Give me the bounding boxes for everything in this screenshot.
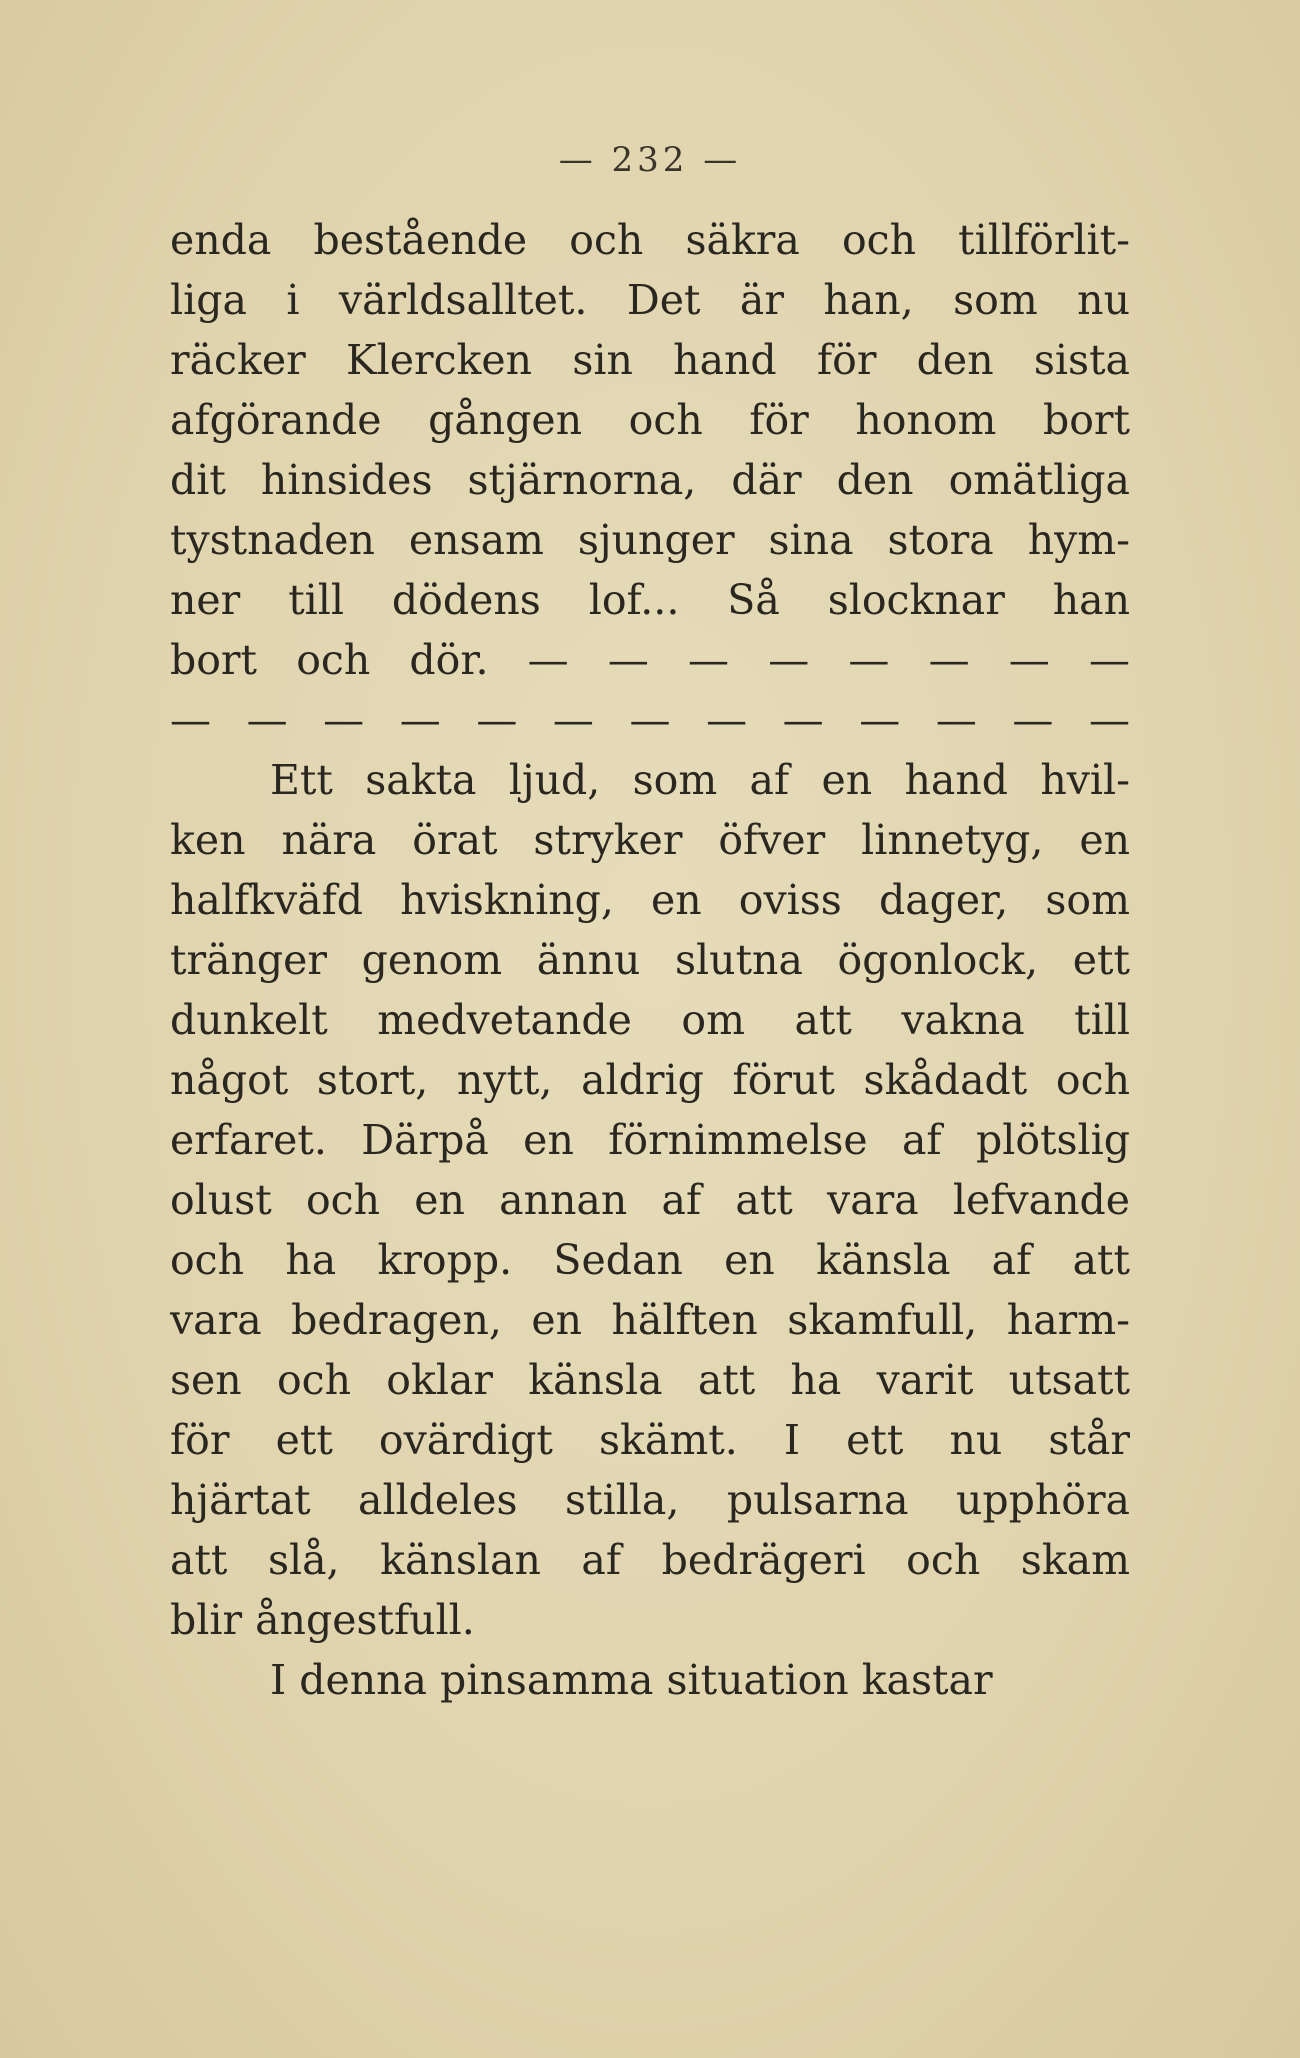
- text-line: något stort, nytt, aldrig förut skådadt och: [170, 1056, 1130, 1104]
- text-line: vara bedragen, en hälften skamfull, harm-: [170, 1296, 1130, 1344]
- text-line: ken nära örat stryker öfver linnetyg, en: [170, 816, 1130, 864]
- text-line: räcker Klercken sin hand för den sista: [170, 336, 1130, 384]
- paragraph-start-line: Ett sakta ljud, som af en hand hvil-: [270, 756, 1130, 804]
- text-line: sen och oklar känsla att ha varit utsatt: [170, 1356, 1130, 1404]
- text-line: erfaret. Därpå en förnimmelse af plötslig: [170, 1116, 1130, 1164]
- page-number: — 232 —: [558, 140, 742, 180]
- text-line: tystnaden ensam sjunger sina stora hym-: [170, 516, 1130, 564]
- text-line: och ha kropp. Sedan en känsla af att: [170, 1236, 1130, 1284]
- text-line: olust och en annan af att vara lefvande: [170, 1176, 1130, 1224]
- text-line: för ett ovärdigt skämt. I ett nu står: [170, 1416, 1130, 1464]
- text-line: enda bestående och säkra och tillförlit-: [170, 216, 1130, 264]
- text-line: afgörande gången och för honom bort: [170, 396, 1130, 444]
- body-text: [170, 210, 1130, 1710]
- text-line: liga i världsalltet. Det är han, som nu: [170, 276, 1130, 324]
- text-line: hjärtat alldeles stilla, pulsarna upphöra: [170, 1476, 1130, 1524]
- text-line: dit hinsides stjärnorna, där den omätliga: [170, 456, 1130, 504]
- paragraph-start-line: I denna pinsamma situation kastar: [270, 1656, 993, 1704]
- text-line: halfkväfd hviskning, en oviss dager, som: [170, 876, 1130, 924]
- dash-line: — — — — — — — — — — — — —: [170, 696, 1130, 744]
- paragraph-end-line: blir ångestfull.: [170, 1596, 475, 1644]
- text-line: tränger genom ännu slutna ögonlock, ett: [170, 936, 1130, 984]
- text-line: att slå, känslan af bedrägeri och skam: [170, 1536, 1130, 1584]
- text-line: ner till dödens lof... Så slocknar han: [170, 576, 1130, 624]
- text-line: dunkelt medvetande om att vakna till: [170, 996, 1130, 1044]
- text-line: bort och dör. — — — — — — — —: [170, 636, 1130, 684]
